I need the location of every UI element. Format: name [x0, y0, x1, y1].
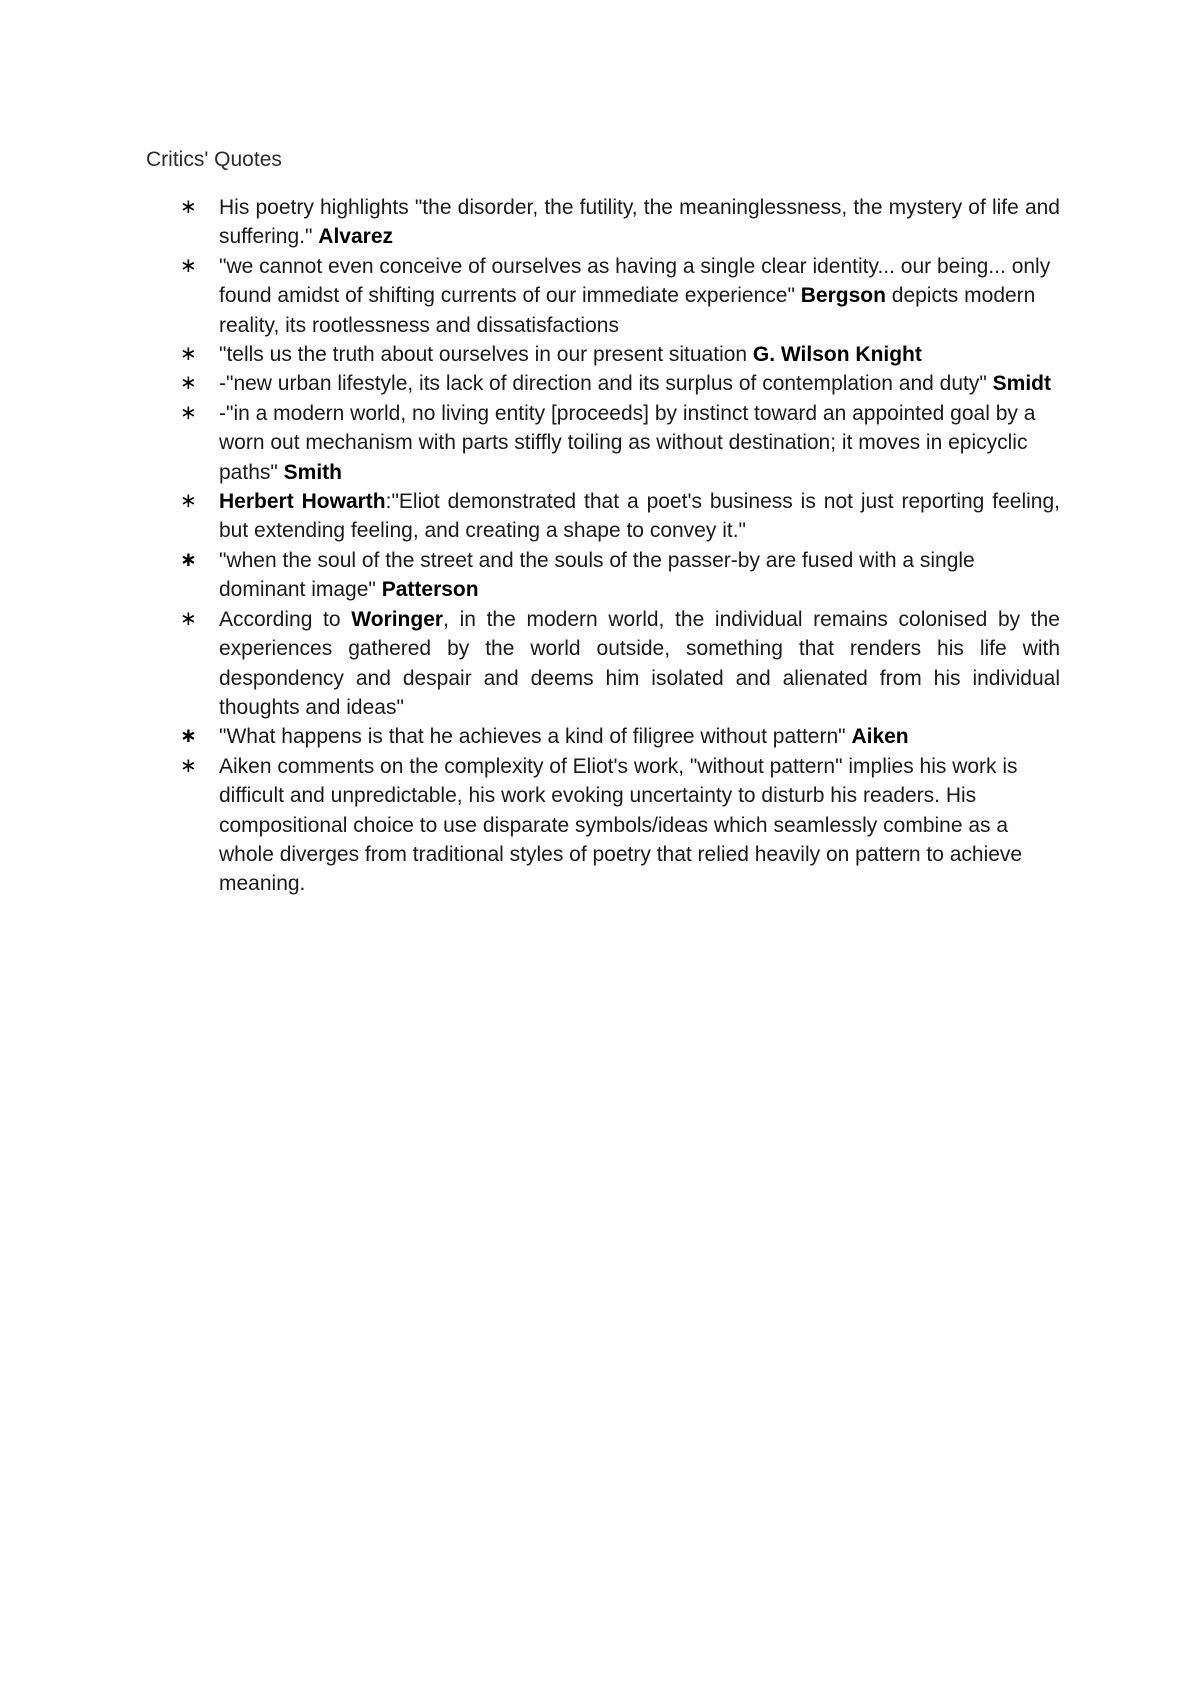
critic-name: Alvarez — [318, 225, 394, 249]
quote-item-smidt — [146, 369, 1060, 398]
quote-item-aiken-commentary — [146, 752, 1060, 899]
quote-text: -"in a modern world, no living entity [proceeds] by instinct toward an appointed goal by a worn out mechanism with parts stiffly toiling as without destination; it moves in epicyclic paths" — [219, 401, 1036, 484]
critic-name: Woringer — [351, 607, 444, 631]
asterisk-bullet-icon: ∗ — [180, 725, 197, 748]
quote-item-aiken — [146, 722, 1060, 751]
quote-text: According to — [219, 607, 352, 631]
quote-item-alvarez — [146, 193, 1060, 252]
asterisk-bullet-icon: ∗ — [180, 490, 197, 513]
quote-item-patterson — [146, 546, 1060, 605]
critics-quotes-list — [146, 193, 1060, 899]
critic-name: Bergson — [800, 284, 886, 308]
asterisk-bullet-icon: ∗ — [180, 254, 197, 277]
asterisk-bullet-icon: ∗ — [180, 401, 197, 424]
quote-text: "tells us the truth about ourselves in our present situation — [219, 343, 753, 367]
quote-text: -"new urban lifestyle, its lack of direction and its surplus of contemplation and duty" — [219, 372, 993, 396]
quote-text: depicts modern reality, its rootlessness and dissatisfactions — [219, 284, 1036, 337]
quote-text: , in the modern world, the individual remains colonised by the experiences gathered by the world outside, something that renders his life with despondency and despair and deems him isolated and alienated from his individual thoughts and ideas" — [219, 607, 1060, 719]
critic-name: Aiken — [851, 725, 909, 749]
quote-text: "What happens is that he achieves a kind of filigree without pattern" — [219, 725, 852, 749]
asterisk-bullet-icon: ∗ — [180, 548, 197, 571]
document-title: Critics' Quotes — [146, 148, 282, 171]
quote-text: :"Eliot demonstrated that a poet's business is not just reporting feeling, but extending feeling, and creating a shape to convey it." — [219, 490, 1060, 543]
critic-name: Smith — [283, 460, 343, 484]
quote-text: His poetry highlights "the disorder, the futility, the meaninglessness, the mystery of life and suffering." — [219, 196, 1060, 249]
quote-text: "when the soul of the street and the souls of the passer-by are fused with a single dominant image" — [219, 548, 975, 602]
asterisk-bullet-icon: ∗ — [180, 607, 197, 630]
critic-name: G. Wilson Knight — [752, 343, 922, 367]
quote-text: Aiken comments on the complexity of Eliot's work, "without pattern" implies his work is difficult and unpredictable, his work evoking uncertainty to disturb his readers. His compositional choice to use disparate symbols/ideas which seamlessly combine as a whole diverges from traditional styles of poetry that relied heavily on pattern to achieve meaning. — [219, 754, 1023, 896]
quote-item-woringer — [146, 605, 1060, 723]
asterisk-bullet-icon: ∗ — [180, 196, 197, 218]
asterisk-bullet-icon: ∗ — [180, 754, 197, 777]
asterisk-bullet-icon: ∗ — [180, 343, 197, 366]
critic-name: Herbert Howarth — [219, 490, 386, 514]
quote-item-howarth — [146, 487, 1060, 546]
asterisk-bullet-icon: ∗ — [180, 372, 197, 395]
critic-name: Patterson — [381, 578, 479, 602]
quote-item-bergson — [146, 252, 1060, 340]
quote-item-smith — [146, 399, 1060, 487]
critic-name: Smidt — [992, 372, 1051, 396]
quote-item-wilson-knight — [146, 340, 1060, 369]
quote-text: "we cannot even conceive of ourselves as having a single clear identity... our being... only found amidst of shifting currents of our immediate experience" — [219, 254, 1051, 308]
